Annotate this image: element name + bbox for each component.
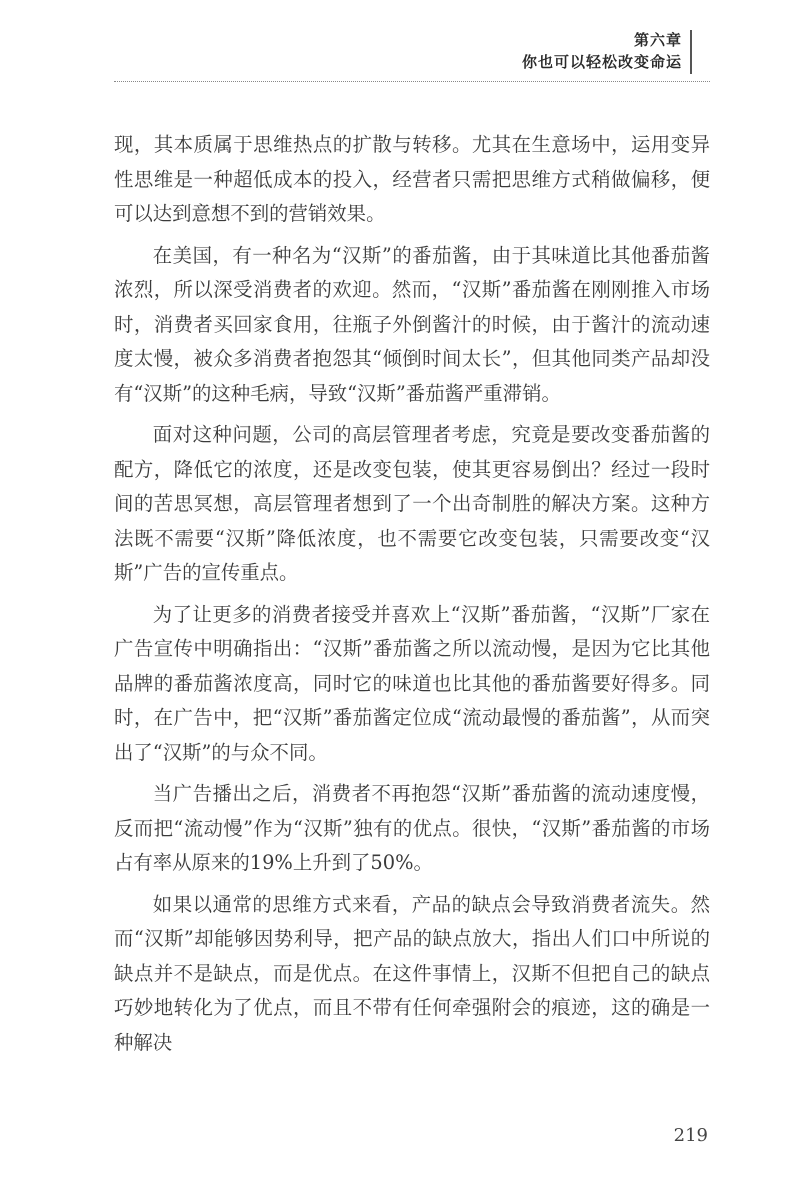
running-header <box>522 30 682 72</box>
paragraph: 为了让更多的消费者接受并喜欢上“汉斯”番茄酱，“汉斯”厂家在广告宣传中明确指出：“汉斯”番茄酱之所以流动慢，是因为它比其他品牌的番茄酱浓度高，同时它的味道也比其他的番茄酱要好得多。同时，在广告中，把“汉斯”番茄酱定位成“流动最慢的番茄酱”，从而突出了“汉斯”的与众不同。 <box>114 602 710 764</box>
paragraph-continuation: 现，其本质属于思维热点的扩散与转移。尤其在生意场中，运用变异性思维是一种超低成本的投入，经营者只需把思维方式稍做偏移，便可以达到意想不到的营销效果。 <box>114 133 710 225</box>
body-text <box>114 128 710 1067</box>
chapter-title: 你也可以轻松改变命运 <box>521 53 682 71</box>
paragraph: 在美国，有一种名为“汉斯”的番茄酱，由于其味道比其他番茄酱浓烈，所以深受消费者的欢迎。然而，“汉斯”番茄酱在刚刚推入市场时，消费者买回家食用，往瓶子外倒酱汁的时候，由于酱汁的流动速度太慢，被众多消费者抱怨其“倾倒时间太长”，但其他同类产品却没有“汉斯”的这种毛病，导致“汉斯”番茄酱严重滞销。 <box>114 243 710 405</box>
page-number: 219 <box>673 1125 708 1146</box>
chapter-label: 第六章 <box>633 31 682 49</box>
paragraph: 面对这种问题，公司的高层管理者考虑，究竟是要改变番茄酱的配方，降低它的浓度，还是改变包装，使其更容易倒出？经过一段时间的苦思冥想，高层管理者想到了一个出奇制胜的解决方案。这种方法既不需要“汉斯”降低浓度，也不需要它改变包装，只需要改变“汉斯”广告的宣传重点。 <box>114 423 710 584</box>
paragraph: 如果以通常的思维方式来看，产品的缺点会导致消费者流失。然而“汉斯”却能够因势利导，把产品的缺点放大，指出人们口中所说的缺点并不是缺点，而是优点。在这件事情上，汉斯不但把自己的缺点巧妙地转化为了优点，而且不带有任何牵强附会的痕迹，这的确是一种解决 <box>114 892 710 1054</box>
header-divider <box>114 81 710 82</box>
paragraph: 当广告播出之后，消费者不再抱怨“汉斯”番茄酱的流动速度慢，反而把“流动慢”作为“汉斯”独有的优点。很快，“汉斯”番茄酱的市场占有率从原来的19%上升到了50%。 <box>114 782 710 874</box>
header-vertical-bar <box>690 30 692 74</box>
